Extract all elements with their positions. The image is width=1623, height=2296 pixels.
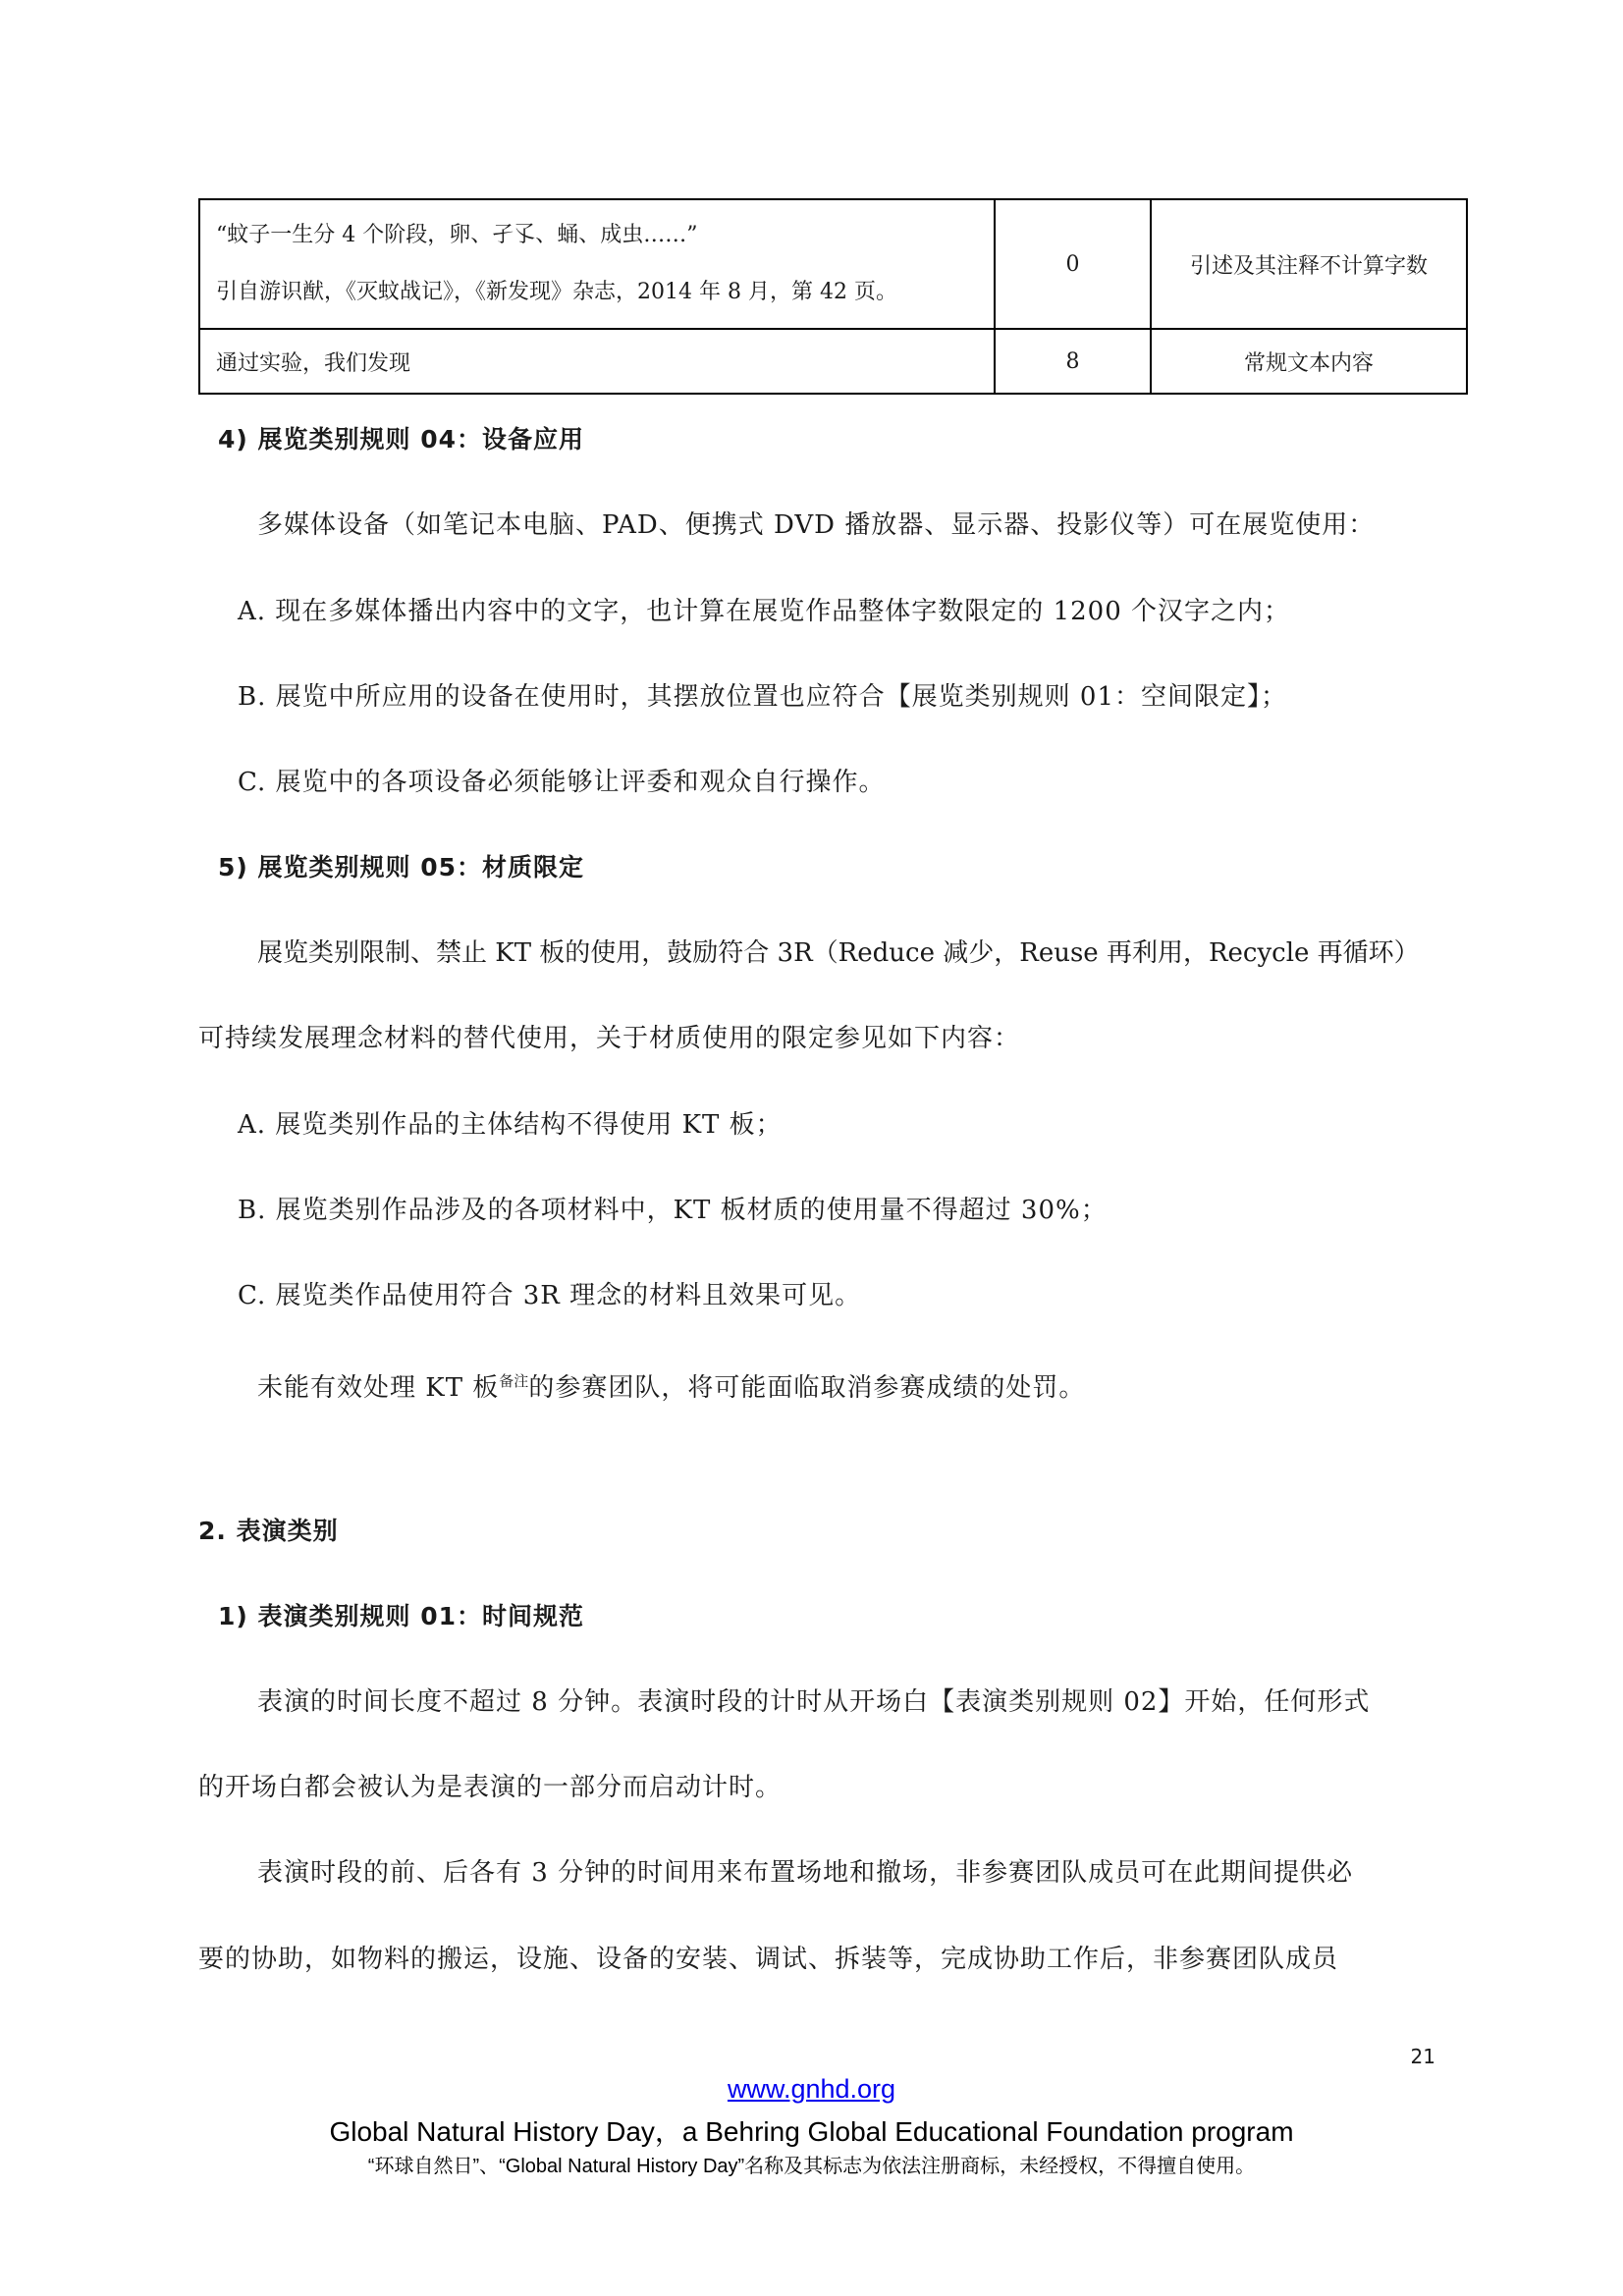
footer-website-link[interactable]: www.gnhd.org — [727, 2074, 896, 2104]
rule5-intro-line1: 展览类别限制、禁止 KT 板的使用，鼓励符合 3R（Reduce 减少，Reuse 再利用，Recycle 再循环） — [257, 938, 1420, 968]
rule5-heading: 5) 展览类别规则 05：材质限定 — [218, 853, 585, 881]
page-number: 21 — [1410, 2045, 1435, 2068]
table-cell-count: 8 — [995, 329, 1151, 394]
quote-text: “蚊子一生分 4 个阶段，卵、孑孓、蛹、成虫……” — [216, 222, 698, 247]
footnote-marker: 备注 — [499, 1372, 529, 1390]
table-cell-note: 引述及其注释不计算字数 — [1151, 199, 1467, 329]
table-row — [199, 199, 1467, 329]
penalty-text-start: 未能有效处理 KT 板 — [257, 1373, 500, 1403]
rule5-item-c: C. 展览类作品使用符合 3R 理念的材料且效果可见。 — [238, 1281, 862, 1310]
rule4-intro: 多媒体设备（如笔记本电脑、PAD、便携式 DVD 播放器、显示器、投影仪等）可在展览使用： — [257, 510, 1376, 540]
rule5-penalty — [257, 1365, 1085, 1404]
performance-para1-line2: 的开场白都会被认为是表演的一部分而启动计时。 — [198, 1773, 783, 1802]
citation-text: 引自游识猷，《灭蚊战记》，《新发现》杂志，2014 年 8 月，第 42 页。 — [216, 280, 897, 304]
table-cell-content — [199, 199, 995, 329]
footer-trademark-notice: “环球自然日”、“Global Natural History Day”名称及其标志为依法注册商标，未经授权，不得擅自使用。 — [367, 2156, 1256, 2177]
performance-para2-line2: 要的协助，如物料的搬运，设施、设备的安装、调试、拆装等，完成协助工作后，非参赛团队成员 — [198, 1945, 1339, 1974]
table-cell-count: 0 — [995, 199, 1151, 329]
performance-rule1-heading: 1) 表演类别规则 01：时间规范 — [218, 1602, 585, 1630]
rule4-item-c: C. 展览中的各项设备必须能够让评委和观众自行操作。 — [238, 768, 886, 797]
word-count-example-table — [198, 198, 1468, 395]
table-cell-note: 常规文本内容 — [1151, 329, 1467, 394]
penalty-text-end: 的参赛团队，将可能面临取消参赛成绩的处罚。 — [528, 1373, 1086, 1403]
rule5-item-b: B. 展览类别作品涉及的各项材料中，KT 板材质的使用量不得超过 30%； — [238, 1196, 1108, 1225]
performance-para1-line1: 表演的时间长度不超过 8 分钟。表演时段的计时从开场白【表演类别规则 02】开始，任何形式 — [257, 1687, 1371, 1717]
footer-program-text: Global Natural History Day，a Behring Global Educational Foundation program — [329, 2116, 1294, 2147]
table-row — [199, 329, 1467, 394]
rule4-heading: 4) 展览类别规则 04：设备应用 — [218, 425, 585, 454]
rule5-intro-line2: 可持续发展理念材料的替代使用，关于材质使用的限定参见如下内容： — [198, 1024, 1021, 1053]
rule4-item-b: B. 展览中所应用的设备在使用时，其摆放位置也应符合【展览类别规则 01：空间限定】； — [238, 682, 1287, 712]
table-cell-content: 通过实验，我们发现 — [199, 329, 995, 394]
rule5-item-a: A. 展览类别作品的主体结构不得使用 KT 板； — [238, 1110, 783, 1140]
rule4-item-a: A. 现在多媒体播出内容中的文字，也计算在展览作品整体字数限定的 1200 个汉字之内； — [238, 597, 1291, 626]
performance-para2-line1: 表演时段的前、后各有 3 分钟的时间用来布置场地和撤场，非参赛团队成员可在此期间提供必 — [257, 1858, 1354, 1888]
section2-heading: 2. 表演类别 — [198, 1517, 339, 1545]
